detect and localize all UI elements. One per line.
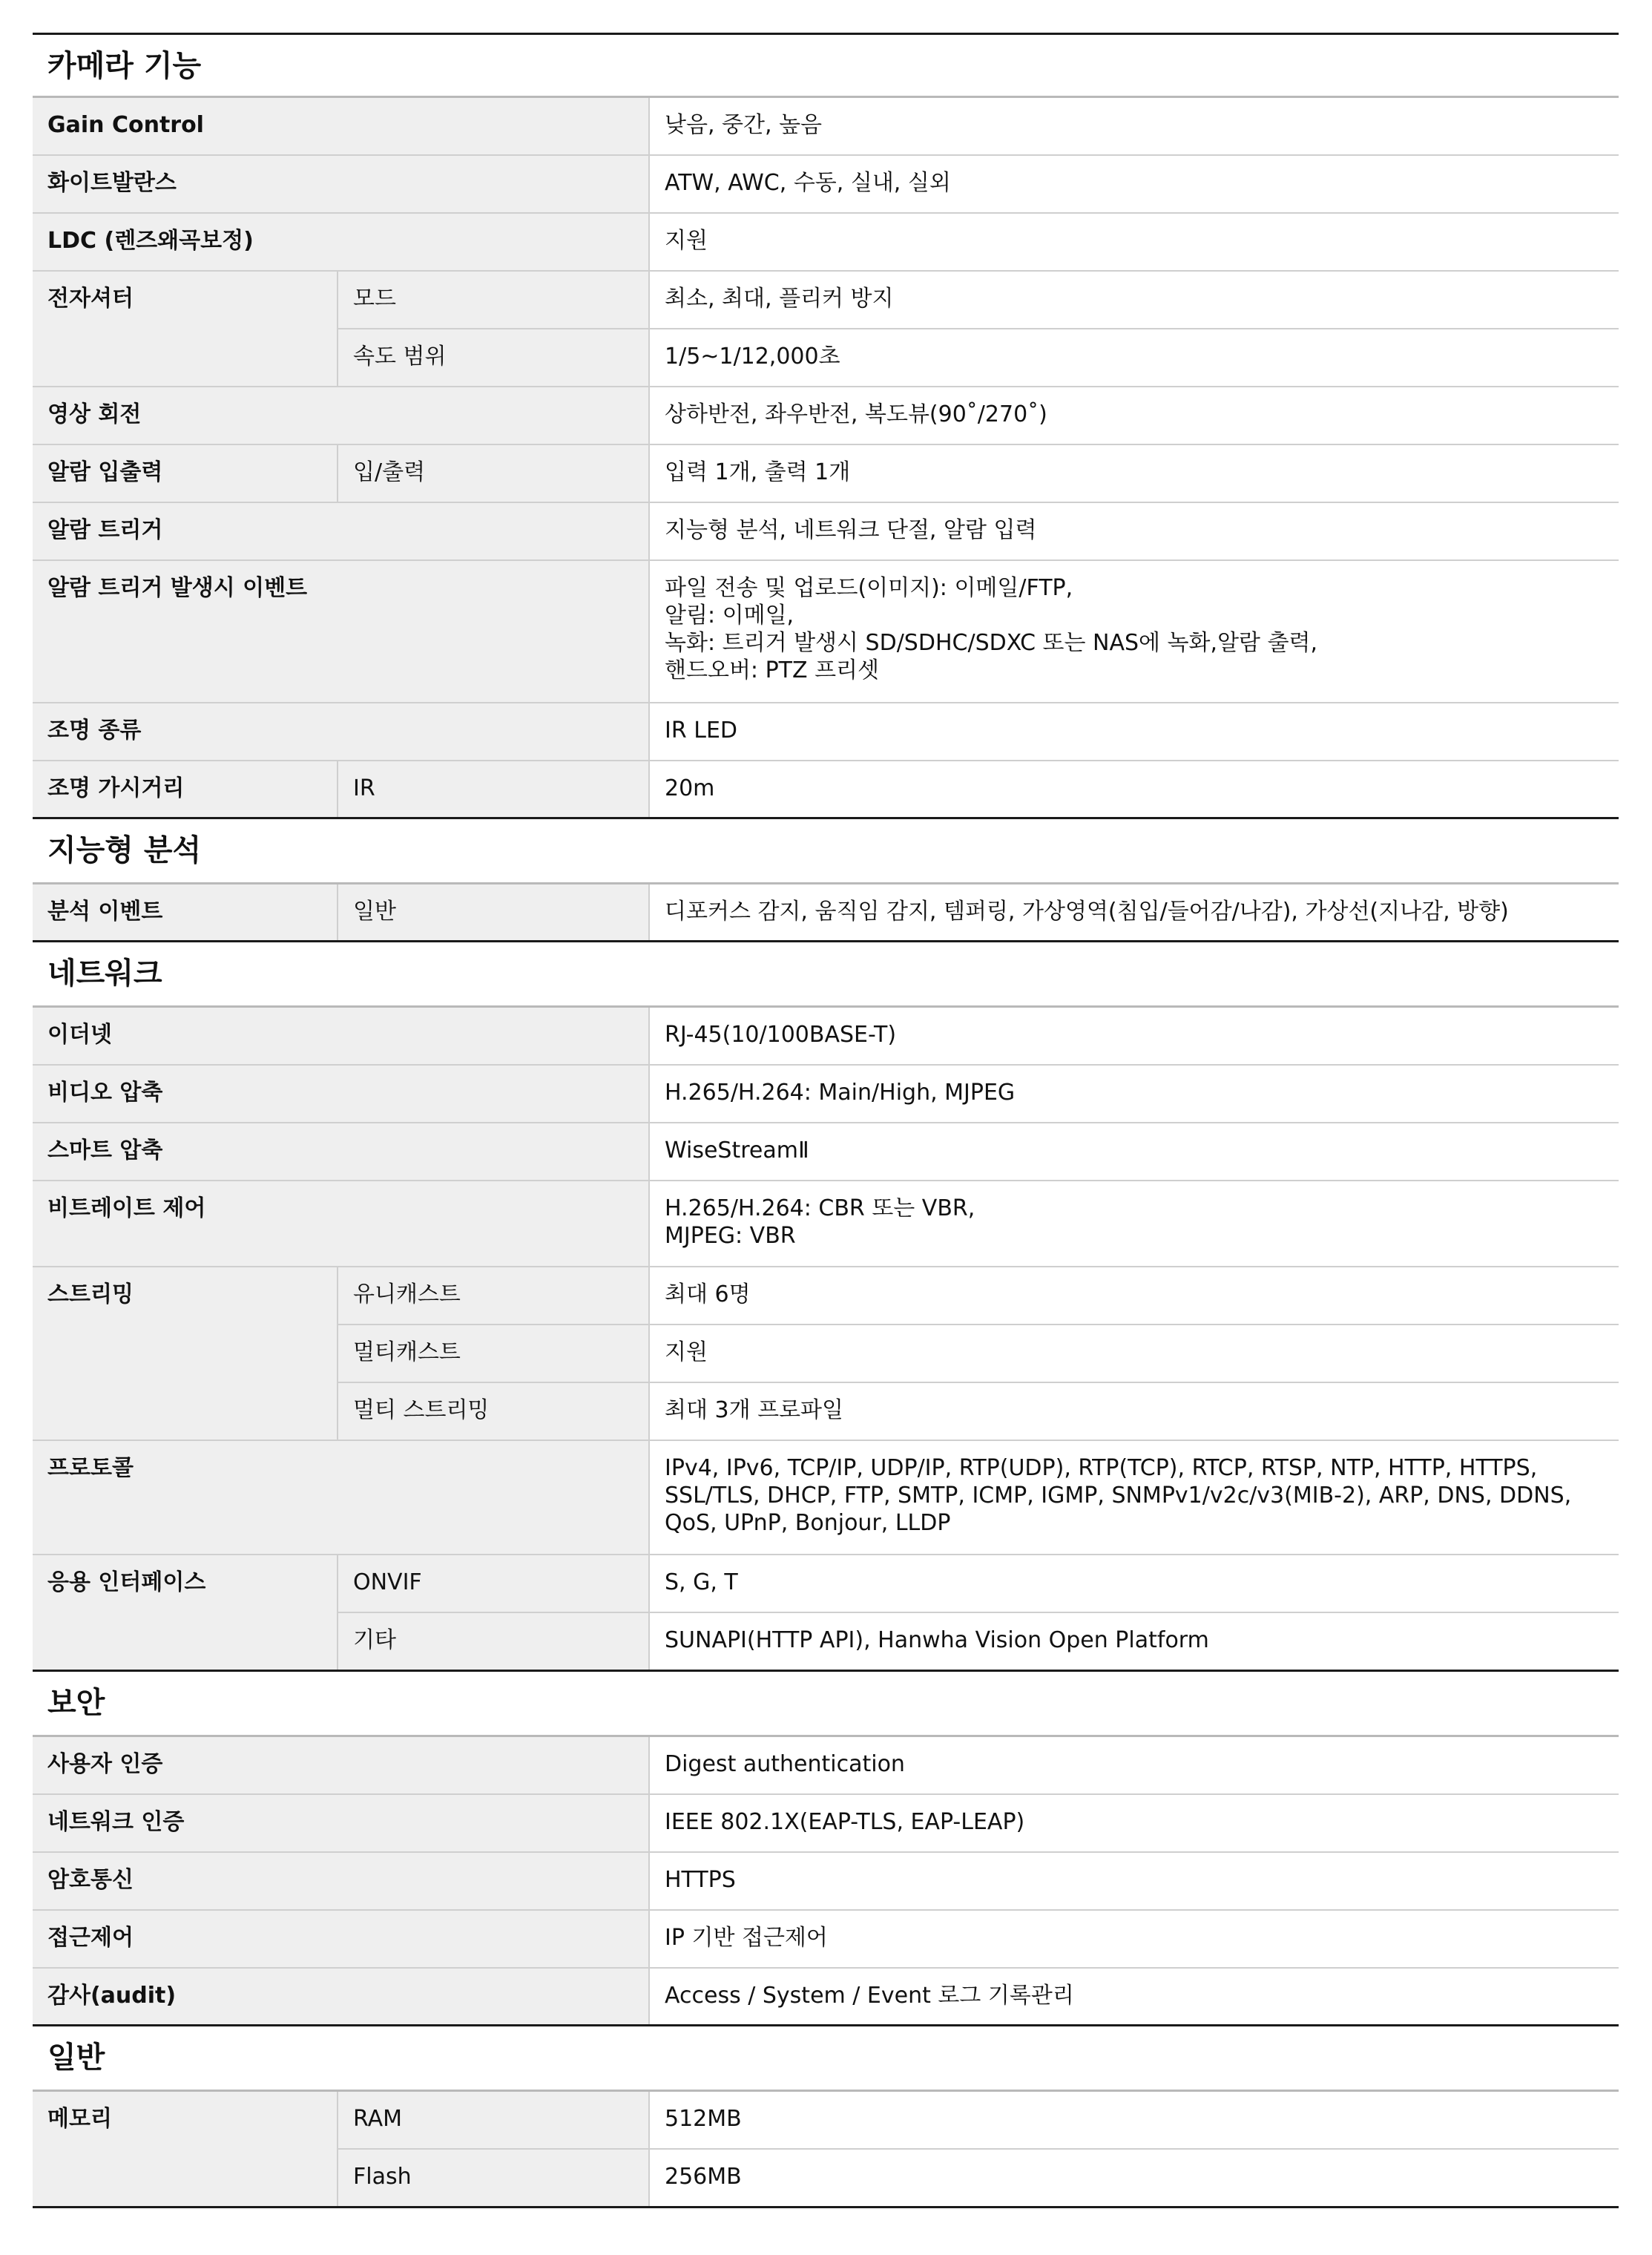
spec-row-alarm-trigger <box>33 503 1619 561</box>
section-title-analytics: 지능형 분석 <box>33 819 1619 884</box>
value-line: H.265/H.264: CBR 또는 VBR, <box>665 1195 975 1221</box>
spec-row-video-compression <box>33 1066 1619 1123</box>
spec-row-smart-compression <box>33 1123 1619 1181</box>
spec-label: LDC (렌즈왜곡보정) <box>33 214 648 270</box>
spec-value: 20m <box>648 761 1619 817</box>
spec-label: 화이트발란스 <box>33 156 648 212</box>
spec-label: 영상 회전 <box>33 387 648 444</box>
spec-sublabel: 기타 <box>337 1613 648 1670</box>
spec-label: 프로토콜 <box>33 1441 648 1554</box>
spec-value: 최소, 최대, 플리커 방지 <box>648 272 1619 328</box>
spec-row-rotation <box>33 387 1619 445</box>
value-line: MJPEG: VBR <box>665 1223 796 1249</box>
spec-label: 감사(audit) <box>33 1969 648 2024</box>
spec-value: 지능형 분석, 네트워크 단절, 알람 입력 <box>648 503 1619 559</box>
spec-label: 분석 이벤트 <box>33 884 337 940</box>
spec-value: WiseStreamⅡ <box>648 1123 1619 1180</box>
spec-sublabel: ONVIF <box>337 1555 648 1612</box>
spec-value: Access / System / Event 로그 기록관리 <box>648 1969 1619 2024</box>
spec-group-shutter <box>33 272 1619 387</box>
spec-value: HTTPS <box>648 1853 1619 1909</box>
spec-value: IR LED <box>648 703 1619 760</box>
spec-label: 조명 종류 <box>33 703 648 760</box>
spec-label: 알람 입출력 <box>33 445 337 502</box>
spec-sublabel: 일반 <box>337 884 648 940</box>
spec-value: 최대 3개 프로파일 <box>648 1383 1619 1440</box>
spec-label: 비디오 압축 <box>33 1066 648 1122</box>
spec-subrow-flash <box>337 2150 1619 2206</box>
spec-subrow-api-etc <box>337 1613 1619 1670</box>
spec-value: 지원 <box>648 214 1619 270</box>
spec-value: RJ-45(10/100BASE-T) <box>648 1008 1619 1064</box>
spec-row-ldc <box>33 214 1619 272</box>
spec-value: 디포커스 감지, 움직임 감지, 템퍼링, 가상영역(침입/들어감/나감), 가상선(지나감, 방향) <box>648 884 1619 940</box>
value-line: 파일 전송 및 업로드(이미지): 이메일/FTP, <box>665 575 1073 601</box>
spec-label: 접근제어 <box>33 1911 648 1967</box>
value-line: IPv4, IPv6, TCP/IP, UDP/IP, RTP(UDP), RTP(TCP), RTCP, RTSP, NTP, HTTP, HTTPS, <box>665 1455 1538 1481</box>
value-line: SSL/TLS, DHCP, FTP, SMTP, ICMP, IGMP, SNMPv1/v2c/v3(MIB-2), ARP, DNS, DDNS, <box>665 1483 1572 1509</box>
spec-value: IP 기반 접근제어 <box>648 1911 1619 1967</box>
spec-row-encryption <box>33 1853 1619 1911</box>
spec-value: SUNAPI(HTTP API), Hanwha Vision Open Platform <box>648 1613 1619 1670</box>
spec-sublabel: 모드 <box>337 272 648 328</box>
spec-value: ATW, AWC, 수동, 실내, 실외 <box>648 156 1619 212</box>
spec-subrow-ram <box>337 2092 1619 2150</box>
value-line: QoS, UPnP, Bonjour, LLDP <box>665 1510 951 1536</box>
spec-value <box>648 1441 1619 1554</box>
spec-label: 알람 트리거 <box>33 503 648 559</box>
spec-group-memory <box>33 2092 1619 2208</box>
spec-row-alarm-event <box>33 561 1619 703</box>
spec-label: 비트레이트 제어 <box>33 1181 648 1266</box>
spec-row-bitrate <box>33 1181 1619 1267</box>
spec-value: 지원 <box>648 1325 1619 1382</box>
spec-row-network-auth <box>33 1795 1619 1853</box>
spec-subrow-shutter-speed <box>337 329 1619 386</box>
spec-row-white-balance <box>33 156 1619 214</box>
spec-label: 사용자 인증 <box>33 1737 648 1793</box>
spec-sublabel: 멀티캐스트 <box>337 1325 648 1382</box>
spec-sublabel: Flash <box>337 2150 648 2206</box>
spec-value: 256MB <box>648 2150 1619 2206</box>
spec-label: 스마트 압축 <box>33 1123 648 1180</box>
value-line: 핸드오버: PTZ 프리셋 <box>665 657 880 683</box>
spec-value: 낮음, 중간, 높음 <box>648 98 1619 154</box>
spec-label: 알람 트리거 발생시 이벤트 <box>33 561 648 702</box>
spec-value: 최대 6명 <box>648 1267 1619 1324</box>
spec-row-ethernet <box>33 1008 1619 1066</box>
spec-label: 암호통신 <box>33 1853 648 1909</box>
spec-group-streaming <box>33 1267 1619 1441</box>
spec-label: Gain Control <box>33 98 648 154</box>
spec-row-user-auth <box>33 1737 1619 1795</box>
spec-subrow-onvif <box>337 1555 1619 1613</box>
spec-row-alarm-io <box>33 445 1619 503</box>
spec-sheet <box>33 33 1619 2208</box>
spec-label: 전자셔터 <box>33 272 337 386</box>
spec-row-light-range <box>33 761 1619 819</box>
spec-row-gain <box>33 98 1619 156</box>
spec-value: 상하반전, 좌우반전, 복도뷰(90˚/270˚) <box>648 387 1619 444</box>
section-title-camera: 카메라 기능 <box>33 33 1619 98</box>
spec-value: 512MB <box>648 2092 1619 2148</box>
spec-value <box>648 561 1619 702</box>
spec-value: IEEE 802.1X(EAP-TLS, EAP-LEAP) <box>648 1795 1619 1851</box>
spec-value: 1/5~1/12,000초 <box>648 329 1619 386</box>
spec-subrow-shutter-mode <box>337 272 1619 329</box>
spec-row-audit <box>33 1969 1619 2026</box>
spec-value: H.265/H.264: Main/High, MJPEG <box>648 1066 1619 1122</box>
spec-subrow-multicast <box>337 1325 1619 1383</box>
value-line: 녹화: 트리거 발생시 SD/SDHC/SDXC 또는 NAS에 녹화,알람 출력, <box>665 630 1318 656</box>
spec-group-api <box>33 1555 1619 1672</box>
spec-label: 조명 가시거리 <box>33 761 337 817</box>
spec-value <box>648 1181 1619 1266</box>
section-title-security: 보안 <box>33 1672 1619 1737</box>
spec-sublabel: 속도 범위 <box>337 329 648 386</box>
section-title-general: 일반 <box>33 2026 1619 2092</box>
spec-sublabel: 멀티 스트리밍 <box>337 1383 648 1440</box>
spec-sublabel: 입/출력 <box>337 445 648 502</box>
spec-row-protocol <box>33 1441 1619 1555</box>
section-title-network: 네트워크 <box>33 942 1619 1008</box>
spec-sublabel: RAM <box>337 2092 648 2148</box>
spec-row-light-type <box>33 703 1619 761</box>
spec-label: 스트리밍 <box>33 1267 337 1440</box>
spec-value: S, G, T <box>648 1555 1619 1612</box>
spec-label: 네트워크 인증 <box>33 1795 648 1851</box>
spec-label: 이더넷 <box>33 1008 648 1064</box>
spec-row-access-control <box>33 1911 1619 1969</box>
spec-value: 입력 1개, 출력 1개 <box>648 445 1619 502</box>
spec-sublabel: 유니캐스트 <box>337 1267 648 1324</box>
spec-sublabel: IR <box>337 761 648 817</box>
spec-value: Digest authentication <box>648 1737 1619 1793</box>
value-line: 알림: 이메일, <box>665 603 794 628</box>
spec-subrow-unicast <box>337 1267 1619 1325</box>
spec-subrow-multi-streaming <box>337 1383 1619 1440</box>
spec-row-analytics-event <box>33 884 1619 942</box>
spec-label: 메모리 <box>33 2092 337 2206</box>
spec-label: 응용 인터페이스 <box>33 1555 337 1670</box>
